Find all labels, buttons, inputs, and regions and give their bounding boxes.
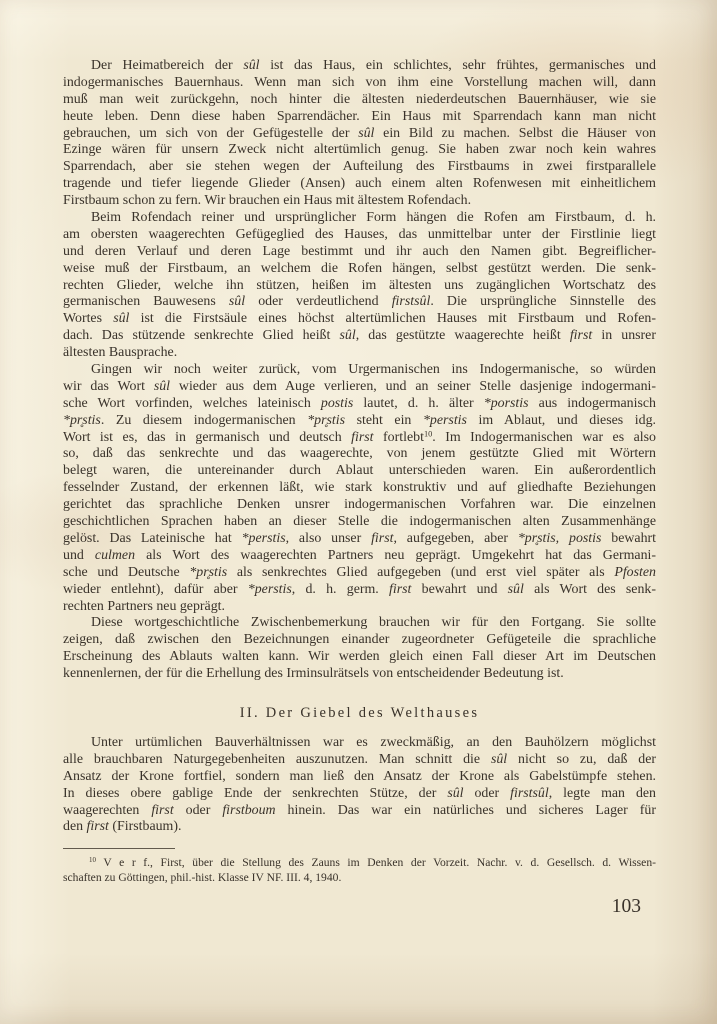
- text-line: heute leben. Denn diese haben Sparrendächer. Ein Haus mit Sparrendach kann man nicht: [63, 108, 656, 124]
- paragraph: [63, 362, 656, 615]
- footnote-line: $^{10}$ V e r f., First, über die Stellung des Zauns im Denken der Vorzeit. Nachr. v. d. Gesellsch. d. Wissen-: [89, 856, 656, 870]
- text-line: alle brauchbaren Naturgegebenheiten auszunutzen. Man schnitt die sûl nicht so zu, daß der: [63, 751, 656, 767]
- text-line: germanischen Bauwesens sûl oder verdeutlichend firstsûl. Die ursprüngliche Sinnstelle des: [63, 294, 656, 310]
- text-line: und culmen als Wort des waagerechten Partners neu geprägt. Umgekehrt hat das Germani-: [63, 547, 656, 563]
- text-line: weise muß der Firstbaum, an welchem die Rofen hängen, selbst gestützt werden. Die senk-: [63, 260, 656, 276]
- text-line: Sparrendach, aber sie stehen wegen der Aufteilung des Firstbaums in zwei firstparallele: [63, 159, 656, 175]
- text-line: Wortes sûl ist die Firstsäule eines höchst altertümlichen Hauses mit Firstbaum und Rofen-: [63, 311, 656, 327]
- text-line: Beim Rofendach reiner und ursprünglicher Form hängen die Rofen am Firstbaum, d. h.: [91, 210, 656, 226]
- text-line: Erscheinung des Ablauts walten kann. Wir werden gleich einen Fall dieser Art im Deutschen: [63, 649, 656, 665]
- text-line: am obersten waagerechten Gefügeglied des Hauses, das unmittelbar unter der Firstlinie liegt: [63, 226, 656, 242]
- text-line: Ezinge wären für unsern Zweck nicht altertümlich genug. Sie haben zwar noch kein wahres: [63, 142, 656, 158]
- text-line: gebrauchen, um sich von der Gefügestelle der sûl ein Bild zu machen. Selbst die Häuser von: [63, 125, 656, 141]
- text-line: rechten Glieder, welche ihn stützen, heißen im ältesten uns zugänglichen Wortschatz des: [63, 277, 656, 293]
- text-line: sche und Deutsche *pr̥stis als senkrechtes Glied aufgegeben (und erst viel später als Pfosten: [63, 564, 656, 580]
- text-line: muß man weit zurückgehn, noch hinter die ältesten niederdeutschen Bauernhäuser, wie sie: [63, 91, 656, 107]
- text-line: zeigen, daß zwischen den Bezeichnungen einander zugeordneter Gefügeteile die sprachliche: [63, 632, 656, 648]
- text-line: Gingen wir noch weiter zurück, vom Urgermanischen ins Indogermanische, so würden: [91, 362, 656, 378]
- text-line: fesselnder Zustand, der erkennen läßt, wie stark konstruktiv und auf gliedhafte Beziehungen: [63, 480, 656, 496]
- text-line: dach. Das stützende senkrechte Glied heißt sûl, das gestützte waagerechte heißt first in unsrer: [63, 328, 656, 344]
- text-line: Der Heimatbereich der sûl ist das Haus, ein schlichtes, sehr frühtes, germanisches und: [91, 58, 656, 73]
- text-line: ältesten Bausprache.: [63, 345, 178, 361]
- text-line: Unter urtümlichen Bauverhältnissen war es zweckmäßig, an den Bauhölzern möglichst: [91, 734, 656, 750]
- text-line: Ansatz der Krone fortfiel, sondern man ließ den Ansatz der Krone als Gabelstümpfe stehen.: [63, 768, 656, 784]
- paragraph: [63, 210, 656, 362]
- paragraph: [63, 58, 656, 210]
- text-line: wir das Wort sûl wieder aus dem Auge verlieren, und an seiner Stelle dasjenige indogermani-: [63, 378, 656, 394]
- paragraph: [63, 615, 656, 683]
- text-line: waagerechten first oder firstboum hinein. Das war ein natürliches und sicheres Lager für: [63, 802, 656, 818]
- text-line: gelöst. Das Lateinische hat *perstis, also unser first, aufgegeben, aber *pr̥stis, postis bewahrt: [63, 530, 656, 546]
- text-line: so, daß das senkrechte und das waagerechte, von jenem gestützte Glied mit Wörtern: [63, 446, 656, 462]
- text-line: Diese wortgeschichtliche Zwischenbemerkung brauchen wir für den Fortgang. Sie sollte: [91, 615, 656, 631]
- text-line: rechten Partners neu geprägt.: [63, 598, 225, 614]
- text-line: tragende und tiefer liegende Glieder (Ansen) auch einem alten Rofenwesen mit einheitlichem: [63, 176, 656, 192]
- text-line: *pr̥stis. Zu diesem indogermanischen *pr̥stis steht ein *perstis im Ablaut, und dieses idg.: [63, 412, 656, 428]
- page-number: 103: [611, 896, 641, 918]
- text-line: den first (Firstbaum).: [63, 819, 182, 835]
- text-line: belegt waren, die untereinander durch Ablaut unterschieden waren. Ein außerordentlich: [63, 463, 656, 479]
- paragraph: [63, 735, 656, 836]
- footnote: [63, 855, 656, 885]
- section-heading: II. Der Giebel des Welthauses: [239, 704, 480, 721]
- text-line: geschichtlichen Sprachen haben an dieser Stelle die indogermanischen alten Zusammenhänge: [63, 514, 656, 530]
- text-line: In dieses obere gablige Ende der senkrechten Stütze, der sûl oder firstsûl, legte man den: [63, 785, 656, 801]
- text-line: wieder entlehnt), dafür aber *perstis, d. h. germ. first bewahrt und sûl als Wort des senk-: [63, 581, 656, 597]
- text-line: und deren Verlauf und deren Lage bestimmt und ihr auch den Namen gibt. Begreiflicher-: [63, 243, 656, 259]
- text-line: sche Wort vorfinden, welches lateinisch postis lautet, d. h. älter *porstis aus indogermanisch: [63, 395, 656, 411]
- text-line: indogermanisches Bauernhaus. Wenn man sich von ihm eine Vorstellung machen will, dann: [63, 74, 656, 90]
- text-line: Wort ist es, das in germanisch und deutsch first fortlebt$^{10}$. Im Indogermanischen war es also: [63, 429, 656, 445]
- footnote-rule: [63, 848, 175, 849]
- text-column: [63, 58, 656, 918]
- footnote-line: schaften zu Göttingen, phil.-hist. Klasse IV NF. III. 4, 1940.: [63, 871, 342, 885]
- text-flow: [63, 58, 656, 836]
- footnote-text: [63, 855, 656, 885]
- text-line: kennenlernen, der für die Erhellung des Irminsulrätsels von entscheidender Bedeutung ist.: [63, 666, 564, 682]
- text-line: Firstbaum schon zu fern. Wir brauchen ein Haus mit ältestem Rofendach.: [63, 193, 472, 209]
- text-line: gerichtet das sprachliche Denken unsrer indogermanischen Vorfahren war. Die einzelnen: [63, 497, 656, 513]
